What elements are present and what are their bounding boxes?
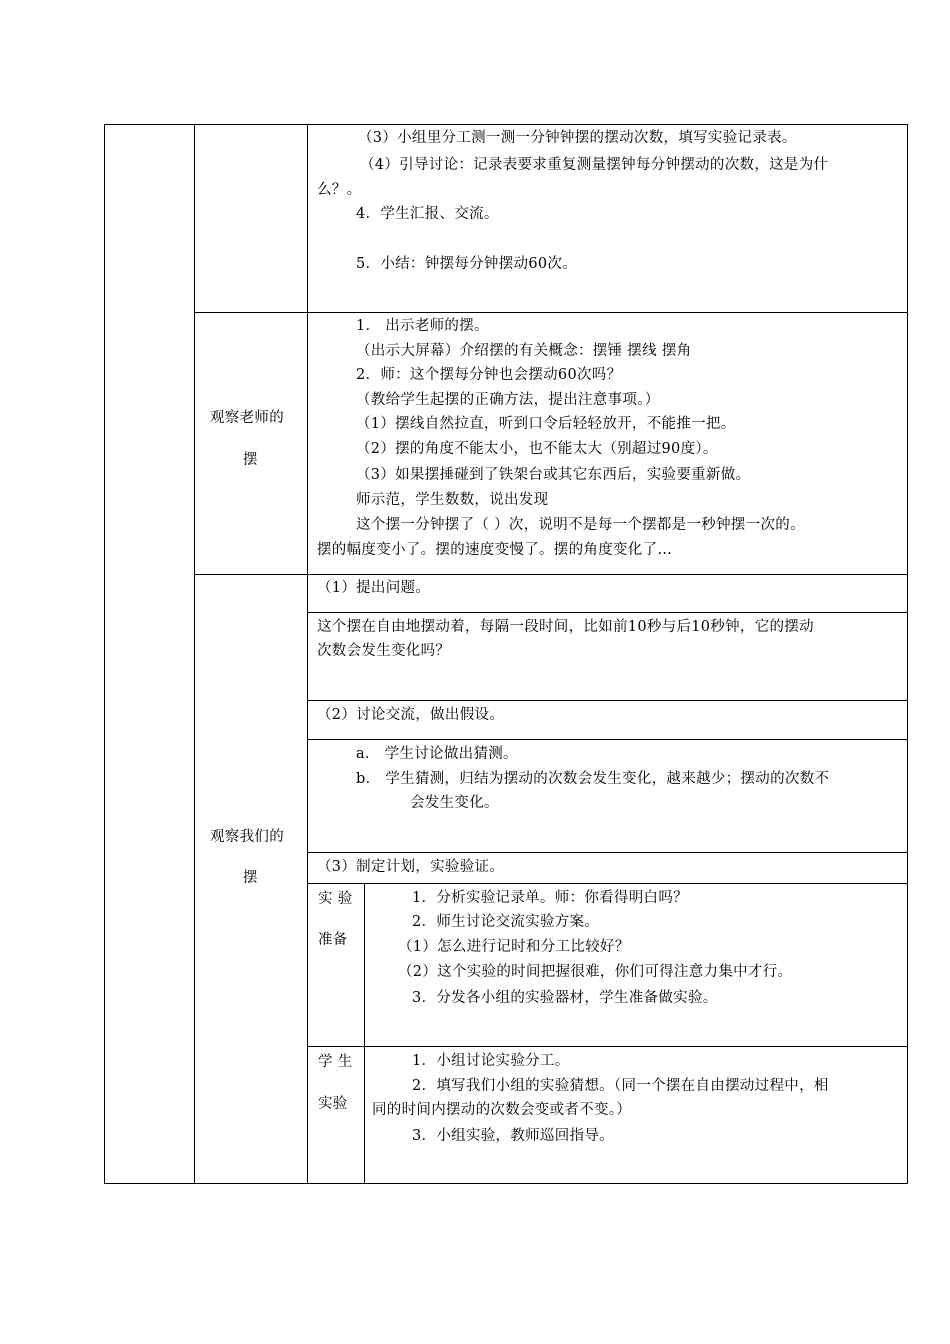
subrow-divider-4: [307, 852, 908, 853]
exp-line-4: 3．小组实验，教师巡回指导。: [412, 1128, 614, 1144]
block2-line-7: （3）如果摆捶碰到了铁架台或其它东西后，实验要重新做。: [356, 467, 751, 483]
block1-line-4: 4．学生汇报、交流。: [356, 206, 499, 222]
block3-hypothesis-b-line-2: 会发生变化。: [410, 795, 499, 811]
exp-line-3: 同的时间内摆动的次数会变或者不变。）: [372, 1102, 632, 1118]
block3-question-line-1: 这个摆在自由地摆动着，每隔一段时间，比如前10秒与后10秒钟，它的摆动: [317, 619, 814, 635]
subrow-divider-3: [307, 739, 908, 740]
block2-line-1: 1． 出示老师的摆。: [356, 318, 489, 334]
table-left-border: [104, 124, 105, 1184]
prep-label-line-1: 实 验: [318, 891, 353, 907]
subrow-divider-5: [307, 883, 908, 884]
block2-line-8: 师示范，学生数数，说出发现: [356, 492, 549, 508]
row-divider-2: [194, 574, 908, 575]
block1-line-2: （4）引导讨论：记录表要求重复测量摆钟每分钟摆动的次数，这是为什: [360, 157, 829, 173]
block1-line-3: 么？。: [317, 182, 362, 198]
table-bottom-border: [104, 1183, 908, 1184]
column-divider-1: [194, 124, 195, 1184]
exp-label-line-2: 实验: [318, 1096, 348, 1112]
prep-line-5: 3．分发各小组的实验器材，学生准备做实验。: [412, 990, 718, 1006]
block1-line-1: （3）小组里分工测一测一分钟钟摆的摆动次数，填写实验记录表。: [358, 130, 797, 146]
table-top-border: [104, 124, 908, 125]
block3-step-1: （1）提出问题。: [317, 580, 431, 596]
exp-label-line-1: 学 生: [318, 1054, 353, 1070]
block2-line-2: （出示大屏幕）介绍摆的有关概念：摆锤 摆线 摆角: [356, 343, 692, 359]
block3-label-line-2: 摆: [243, 870, 258, 886]
block2-label-line-2: 摆: [243, 452, 258, 468]
block3-hypothesis-b-line-1: b． 学生猜测，归结为摆动的次数会发生变化，越来越少；摆动的次数不: [356, 771, 830, 787]
block3-question-line-2: 次数会发生变化吗？: [317, 643, 451, 659]
block2-line-6: （2）摆的角度不能太小，也不能太大（别超过90度）。: [356, 441, 718, 457]
block3-step-3: （3）制定计划，实验验证。: [317, 859, 505, 875]
block2-line-5: （1）摆线自然拉直，听到口令后轻轻放开，不能推一把。: [356, 416, 736, 432]
column-divider-2: [307, 124, 308, 1184]
block2-label-line-1: 观察老师的: [210, 410, 284, 426]
block2-line-3: 2．师：这个摆每分钟也会摆动60次吗？: [356, 367, 622, 383]
block2-line-9: 这个摆一分钟摆了（ ）次，说明不是每一个摆都是一秒钟摆一次的。: [356, 517, 805, 533]
prep-label-line-2: 准备: [318, 932, 348, 948]
subrow-divider-1: [307, 612, 908, 613]
prep-line-3: （1）怎么进行记时和分工比较好？: [398, 939, 630, 955]
table-right-border: [907, 124, 908, 1184]
row-divider-1: [194, 312, 908, 313]
prep-line-1: 1．分析实验记录单。师：你看得明白吗？: [412, 890, 688, 906]
block3-step-2: （2）讨论交流，做出假设。: [317, 707, 505, 723]
exp-line-1: 1．小组讨论实验分工。: [412, 1053, 570, 1069]
prep-line-2: 2．师生讨论交流实验方案。: [412, 914, 600, 930]
prep-line-4: （2）这个实验的时间把握很难，你们可得注意力集中才行。: [398, 964, 793, 980]
block3-hypothesis-a: a． 学生讨论做出猜测。: [356, 746, 518, 762]
block3-label-line-1: 观察我们的: [210, 829, 284, 845]
subrow-divider-6: [307, 1046, 908, 1047]
block2-line-4: （教给学生起摆的正确方法，提出注意事项。）: [356, 392, 660, 408]
exp-line-2: 2．填写我们小组的实验猜想。（同一个摆在自由摆动过程中，相: [412, 1078, 829, 1094]
inner-column-divider: [364, 883, 365, 1184]
subrow-divider-2: [307, 700, 908, 701]
block1-line-5: 5．小结：钟摆每分钟摆动60次。: [356, 256, 577, 272]
block2-line-10: 摆的幅度变小了。摆的速度变慢了。摆的角度变化了…: [317, 542, 673, 558]
